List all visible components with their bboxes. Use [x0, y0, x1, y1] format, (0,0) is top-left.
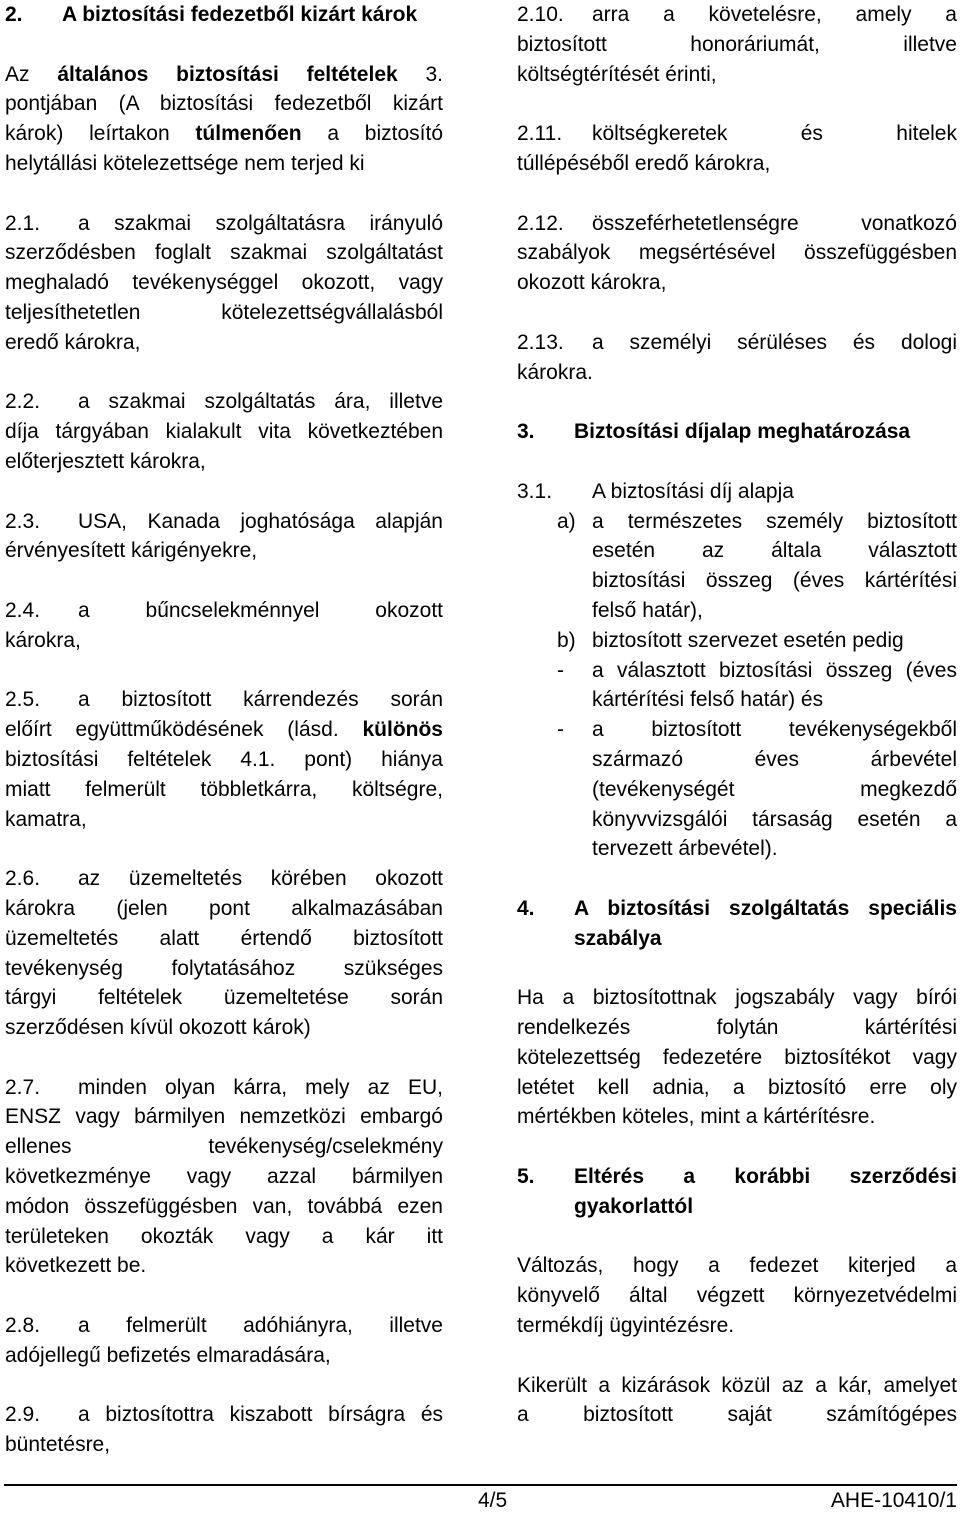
item-text: a bűncselekménnyel okozott [78, 598, 443, 622]
text-line [517, 119, 957, 149]
text-segment: 3. [397, 62, 444, 86]
section-2-heading [5, 0, 443, 30]
section-5-paragraph [517, 1371, 957, 1431]
item-number: 2.3. [5, 509, 41, 533]
text-line: teljesíthetetlen kötelezettségvállalásból [5, 300, 443, 324]
list-item-line: felső határ), [592, 598, 703, 622]
section-3-heading [517, 417, 957, 447]
text-line [5, 1400, 443, 1430]
text-line [5, 387, 443, 417]
text-line: tevékenység folytatásához szükséges [5, 956, 443, 980]
list-item-line: kártérítési felső határ) és [592, 688, 824, 712]
list-item-line: biztosítási összeg (éves kártérítési [592, 569, 957, 593]
text-line: mértékben köteles, mint a kártérítésre. [517, 1105, 876, 1129]
text-line [517, 209, 957, 239]
text-line: szabályok megsértésével összefüggésben [517, 241, 957, 265]
item-text: a biztosított kárrendezés során [78, 688, 443, 712]
left-column [5, 0, 443, 1490]
list-item-line [517, 626, 957, 656]
text-line [5, 507, 443, 537]
list-item-line [517, 656, 957, 686]
subsection-number: 3.1. [517, 479, 553, 503]
list-item-line: esetén az általa választott [592, 539, 957, 563]
exclusion-item [5, 596, 443, 656]
item-text: a személyi sérüléses és dologi [592, 330, 957, 354]
heading-line: szabálya [574, 926, 662, 950]
text-line: módon összefüggésben van, továbbá ezen [5, 1194, 443, 1218]
text-line [5, 1311, 443, 1341]
exclusion-item [5, 387, 443, 476]
text-line: kamatra, [5, 807, 87, 831]
document-id: AHE-10410/1 [830, 1489, 957, 1512]
exclusion-item [5, 1311, 443, 1371]
exclusion-item [5, 1073, 443, 1282]
item-number: 2.6. [5, 867, 41, 891]
exclusion-item [517, 119, 957, 179]
right-column [517, 0, 957, 1460]
item-text: arra a követelésre, amely a [592, 3, 957, 26]
exclusion-item [517, 0, 957, 89]
text-line: területeken okozták vagy a kár itt [5, 1224, 443, 1248]
list-item-line [517, 507, 957, 537]
item-text: az üzemeltetés körében okozott [78, 867, 443, 891]
exclusion-item [517, 209, 957, 298]
text-line: ellenes tevékenység/cselekmény [5, 1135, 443, 1159]
text-line: következménye vagy azzal bármilyen [5, 1165, 443, 1189]
item-text: minden olyan kárra, mely az EU, [78, 1075, 443, 1099]
list-item-line: (tevékenységét megkezdő [592, 777, 957, 801]
list-item-text: biztosított szervezet esetén pedig [592, 628, 904, 652]
exclusion-item [517, 328, 957, 388]
page-number: 4/5 [478, 1489, 508, 1512]
item-text: összeférhetetlenségre vonatkozó [592, 211, 957, 235]
text-segment: Az [5, 62, 58, 86]
text-line: előterjesztett károkra, [5, 449, 206, 473]
text-line [517, 328, 957, 358]
item-text: a szakmai szolgáltatás ára, illetve [78, 390, 443, 414]
text-line: könyvelő által végzett környezetvédelmi [517, 1284, 957, 1308]
text-segment: előírt együttműködésének (lásd. [5, 718, 363, 742]
heading-number: 5. [517, 1165, 535, 1189]
heading-line: gyakorlattól [574, 1194, 694, 1218]
section-5-heading [517, 1162, 957, 1222]
heading-title: A biztosítási szolgáltatás speciális [574, 896, 957, 920]
item-number: 2.7. [5, 1075, 41, 1099]
text-line: szerződésben foglalt szakmai szolgáltatást [5, 241, 443, 265]
list-marker: b) [557, 628, 576, 652]
list-item-line: tervezett árbevétel). [592, 837, 778, 861]
heading-line [517, 894, 957, 924]
text-line: károkra, [5, 628, 81, 652]
text-line: tárgyi feltételek üzemeltetése során [5, 986, 443, 1010]
heading-title: Biztosítási díjalap meghatározása [574, 420, 911, 444]
text-line: a biztosított saját számítógépes [517, 1403, 957, 1427]
premium-basis-list [517, 477, 957, 864]
text-line: károkra. [517, 360, 593, 384]
item-number: 2.4. [5, 598, 41, 622]
dash-marker: - [557, 718, 564, 742]
text-segment: károk) leírtakon [5, 122, 196, 146]
bold-text-segment: túlmenően [195, 122, 302, 146]
list-item-line: könyvvizsgálói társaság esetén a [592, 807, 957, 831]
item-text: a biztosítottra kiszabott bírságra és [78, 1403, 443, 1427]
text-line: ENSZ vagy bármilyen nemzetközi embargó [5, 1105, 443, 1129]
text-line [5, 60, 443, 90]
text-line: meghaladó tevékenységgel okozott, vagy [5, 271, 443, 295]
heading-title: Eltérés a korábbi szerződési [574, 1165, 957, 1189]
list-item-text: a természetes személy biztosított [592, 509, 957, 533]
subsection-text: A biztosítási díj alapja [592, 479, 794, 503]
text-line: letétet kell adnia, a biztosító erre oly [517, 1075, 957, 1099]
intro-paragraph [5, 60, 443, 179]
text-line: biztosítási feltételek 4.1. pont) hiánya [5, 747, 443, 771]
list-item-line [517, 715, 957, 745]
exclusion-item [5, 507, 443, 567]
exclusion-item [5, 1400, 443, 1460]
text-line: Ha a biztosítottnak jogszabály vagy bírói [517, 986, 957, 1010]
item-text: a szakmai szolgáltatásra irányuló [78, 211, 443, 235]
item-number: 2.1. [5, 211, 41, 235]
text-line [5, 864, 443, 894]
text-line: biztosított honoráriumát, illetve [517, 32, 957, 56]
item-number: 2.8. [5, 1314, 41, 1338]
list-marker: a) [557, 509, 576, 533]
text-line [5, 209, 443, 239]
text-line: adójellegű befizetés elmaradására, [5, 1343, 331, 1367]
text-line [5, 1073, 443, 1103]
item-number: 2.13. [517, 330, 564, 354]
text-line [517, 0, 957, 30]
text-line: miatt felmerült többletkárra, költségre, [5, 777, 443, 801]
text-line: termékdíj ügyintézésre. [517, 1314, 735, 1338]
item-number: 2.5. [5, 688, 41, 712]
item-number: 2.10. [517, 3, 564, 26]
text-line: károkra (jelen pont alkalmazásában [5, 896, 443, 920]
section-4-paragraph [517, 983, 957, 1132]
item-text: a felmerült adóhiányra, illetve [78, 1314, 443, 1338]
heading-number: 4. [517, 896, 535, 920]
item-text: USA, Kanada joghatósága alapján [78, 509, 443, 533]
subsection-line [517, 477, 957, 507]
heading-title: A biztosítási fedezetből kizárt károk [62, 3, 418, 26]
list-item-text: a biztosított tevékenységekből [592, 718, 957, 742]
text-line [5, 685, 443, 715]
item-number: 2.2. [5, 390, 41, 414]
heading-number: 3. [517, 420, 535, 444]
text-line: Kikerült a kizárások közül az a kár, amelyet [517, 1373, 957, 1397]
exclusion-item [5, 685, 443, 834]
text-line: túllépéséből eredő károkra, [517, 151, 771, 175]
heading-number: 2. [5, 3, 23, 26]
text-line: rendelkezés folytán kártérítési [517, 1016, 957, 1040]
text-line [5, 596, 443, 626]
bold-text-segment: különös [362, 718, 443, 742]
item-number: 2.12. [517, 211, 564, 235]
text-line: Változás, hogy a fedezet kiterjed a [517, 1254, 957, 1278]
text-line: érvényesített kárigényekre, [5, 539, 258, 563]
heading-line [517, 1162, 957, 1192]
text-line: díja tárgyában kialakult vita következtében [5, 420, 443, 444]
list-item-line: származó éves árbevétel [592, 747, 957, 771]
dash-marker: - [557, 658, 564, 682]
text-line: eredő károkra, [5, 330, 141, 354]
text-line: üzemeltetés alatt értendő biztosított [5, 926, 443, 950]
item-number: 2.9. [5, 1403, 41, 1427]
text-line: pontjában (A biztosítási fedezetből kizárt [5, 92, 443, 116]
text-line [5, 715, 443, 745]
text-line: következett be. [5, 1254, 147, 1278]
section-4-heading [517, 894, 957, 954]
text-line: szerződésen kívül okozott károk) [5, 1016, 311, 1040]
item-text: költségkeretek és hitelek [592, 122, 957, 146]
text-line: okozott károkra, [517, 271, 667, 295]
text-line: helytállási kötelezettsége nem terjed ki [5, 151, 365, 175]
text-line [5, 119, 443, 149]
exclusion-item [5, 209, 443, 358]
text-segment: a biztosító [301, 122, 443, 146]
heading-line [517, 417, 957, 447]
list-item-text: a választott biztosítási összeg (éves [592, 658, 957, 682]
item-number: 2.11. [517, 122, 563, 146]
heading-line [5, 0, 443, 30]
exclusion-item [5, 864, 443, 1043]
bold-text-segment: általános biztosítási feltételek [57, 62, 398, 86]
text-line: kötelezettség fedezetére biztosítékot vagy [517, 1045, 957, 1069]
text-line: büntetésre, [5, 1433, 111, 1457]
section-5-paragraph [517, 1251, 957, 1340]
text-line: költségtérítését érinti, [517, 62, 717, 86]
